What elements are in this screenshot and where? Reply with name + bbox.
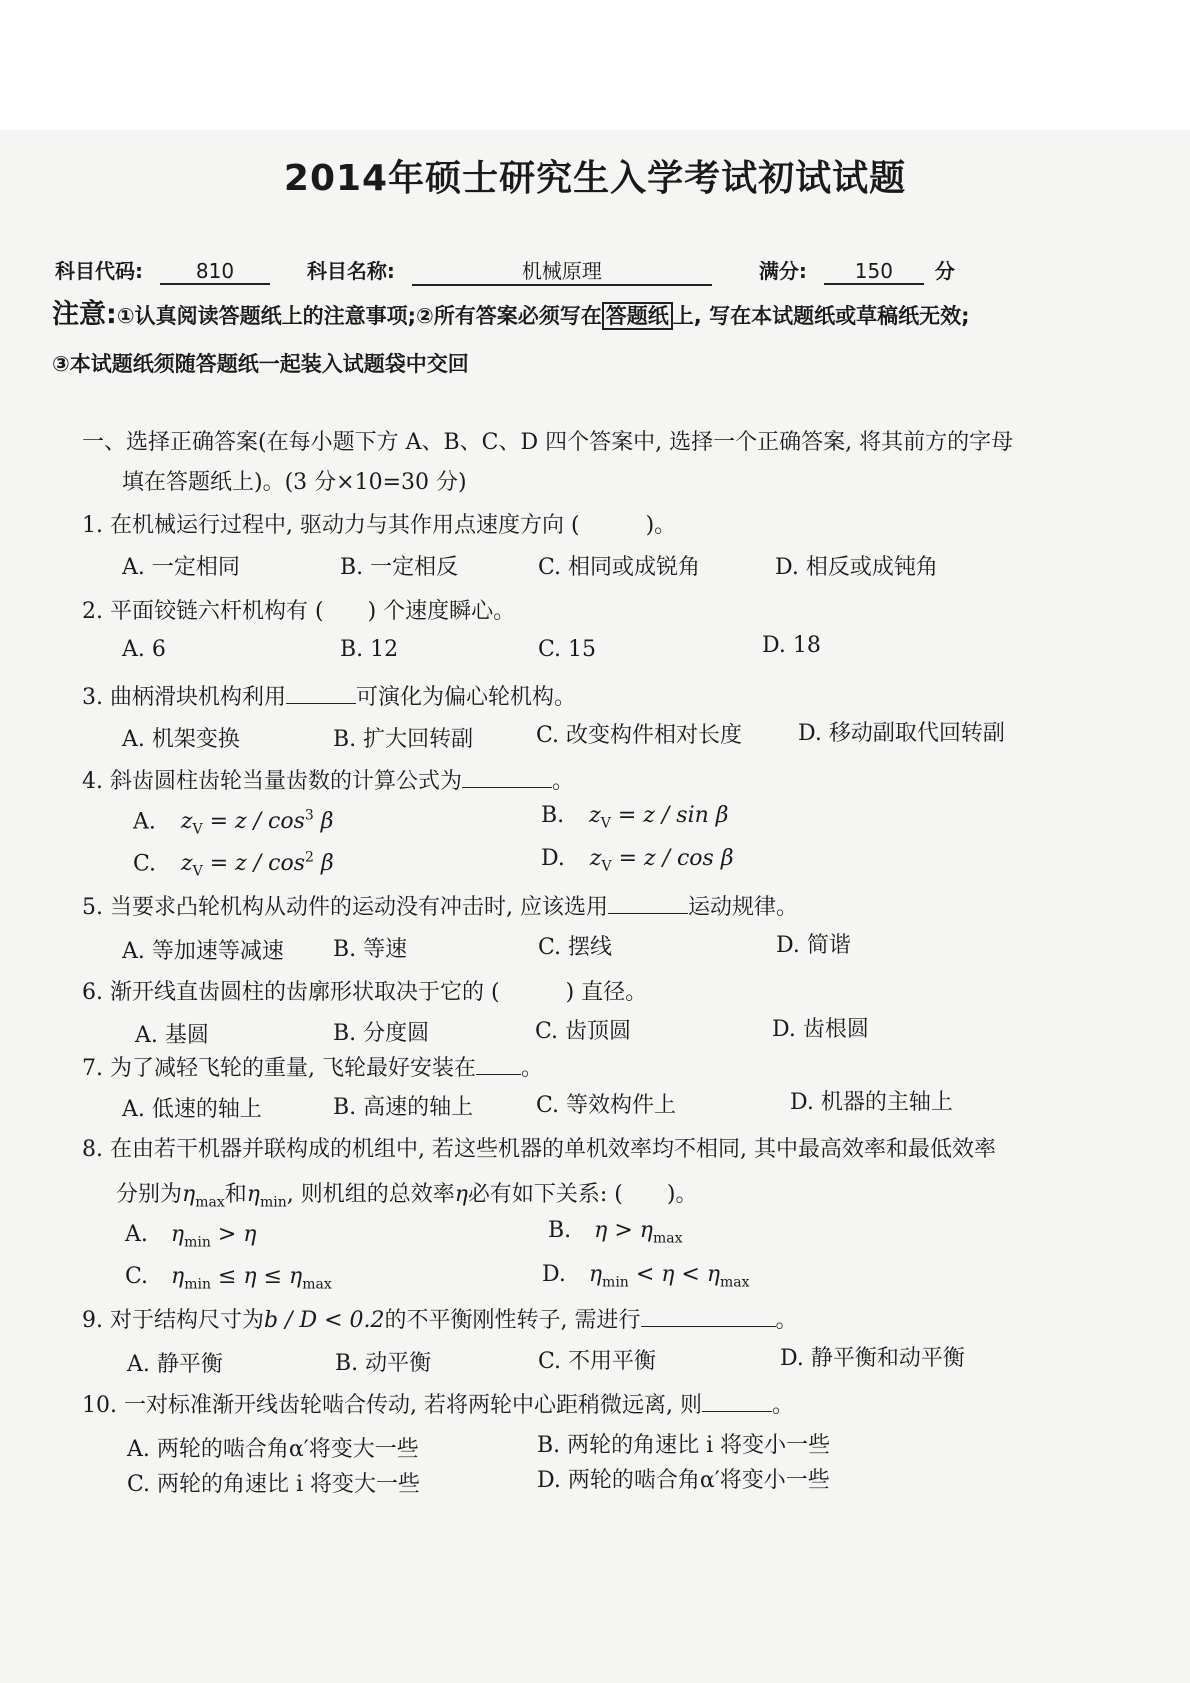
- question-2: [82, 594, 515, 625]
- option-b: B. 一定相反: [340, 555, 459, 580]
- option-letter: C.: [133, 851, 157, 877]
- question-text: 必有如下关系: ( )。: [467, 1182, 698, 1207]
- score-value: 150: [824, 259, 924, 285]
- section-instruction-2: 填在答题纸上)。(3 分×10=30 分): [122, 470, 467, 495]
- question-text-tail: 可演化为偏心轮机构。: [356, 685, 577, 710]
- formula-d: $z_V = z / \cos \beta$: [589, 846, 734, 875]
- option-b: B. 动平衡: [335, 1351, 432, 1376]
- option-d: [542, 1262, 750, 1290]
- option-c: C. 两轮的角速比 i 将变大一些: [127, 1472, 421, 1497]
- option-b: B. 12: [340, 637, 399, 662]
- question-number: 8.: [82, 1137, 103, 1162]
- option-c: C. 等效构件上: [536, 1093, 677, 1118]
- question-number: 7.: [82, 1056, 103, 1081]
- score-unit: 分: [934, 259, 955, 283]
- question-number: 9.: [82, 1308, 103, 1333]
- option-letter: B.: [548, 1218, 572, 1243]
- option-b: B. 扩大回转副: [333, 727, 474, 752]
- question-10: [82, 1388, 794, 1419]
- formula-c: $\eta_{min} \le \eta \le \eta_{max}$: [171, 1264, 332, 1293]
- question-text: 平面铰链六杆机构有 ( ) 个速度瞬心。: [110, 599, 516, 624]
- option-d: D. 齿根圆: [772, 1017, 869, 1042]
- option-c: C. 不用平衡: [538, 1349, 657, 1374]
- ratio-formula: b / D < 0.2: [264, 1308, 385, 1333]
- option-b: B. 两轮的角速比 i 将变小一些: [537, 1433, 831, 1458]
- option-d: D. 机器的主轴上: [790, 1090, 953, 1115]
- question-8: [82, 1132, 996, 1163]
- name-value: 机械原理: [412, 255, 712, 286]
- name-label: 科目名称:: [306, 259, 395, 283]
- option-a: [133, 808, 334, 838]
- answer-blank: [462, 767, 552, 788]
- question-text: 一对标准渐开线齿轮啮合传动, 若将两轮中心距稍微远离, 则: [124, 1393, 702, 1418]
- option-a: A. 基圆: [135, 1023, 209, 1048]
- option-d: D. 移动副取代回转副: [798, 721, 1005, 746]
- option-b: B. 等速: [333, 937, 408, 962]
- section-instruction-1: 一、选择正确答案(在每小题下方 A、B、C、D 四个答案中, 选择一个正确答案, 将其前方的字母: [82, 430, 1014, 455]
- option-letter: D.: [542, 1262, 566, 1287]
- option-letter: A.: [125, 1222, 148, 1247]
- question-text: 分别为: [116, 1182, 183, 1207]
- question-text: 曲柄滑块机构利用: [110, 685, 287, 710]
- answer-sheet-box: 答题纸: [602, 302, 673, 330]
- question-9: [82, 1303, 798, 1334]
- option-a: A. 一定相同: [122, 555, 240, 580]
- option-b: B. 分度圆: [333, 1021, 430, 1046]
- question-number: 5.: [82, 895, 103, 920]
- option-letter: C.: [125, 1264, 149, 1289]
- option-d: D. 简谐: [776, 933, 851, 958]
- subject-meta: [55, 255, 955, 286]
- question-text: 斜齿圆柱齿轮当量齿数的计算公式为: [110, 769, 463, 794]
- score-label: 满分:: [758, 259, 807, 283]
- option-a: A. 低速的轴上: [122, 1097, 262, 1122]
- notice-lead: 注意:: [52, 299, 117, 330]
- option-a: A. 两轮的啮合角α′将变大一些: [127, 1437, 419, 1462]
- option-letter: A.: [133, 809, 156, 835]
- notice-line-1: [52, 292, 969, 331]
- answer-blank: [286, 683, 356, 704]
- question-text: 渐开线直齿圆柱的齿廓形状取决于它的 ( ) 直径。: [110, 980, 648, 1005]
- question-text: 在由若干机器并联构成的机组中, 若这些机器的单机效率均不相同, 其中最高效率和最低效率: [110, 1137, 996, 1162]
- answer-blank: [641, 1306, 776, 1327]
- question-6: [82, 975, 647, 1006]
- option-a: A. 等加速等减速: [122, 939, 284, 964]
- question-number: 4.: [82, 769, 103, 794]
- option-c: [125, 1264, 332, 1292]
- option-b: [548, 1218, 682, 1246]
- option-letter: B.: [541, 803, 565, 828]
- page-title: 2014年硕士研究生入学考试初试试题: [283, 158, 907, 199]
- question-number: 3.: [82, 685, 103, 710]
- question-1: [82, 508, 676, 539]
- answer-blank: [476, 1054, 521, 1075]
- option-b: [541, 803, 729, 831]
- code-label: 科目代码:: [55, 259, 143, 283]
- option-c: [133, 850, 334, 880]
- question-text: 和: [224, 1182, 247, 1207]
- answer-blank: [608, 893, 688, 914]
- question-text-tail: 。: [552, 769, 575, 794]
- question-text: 对于结构尺寸为: [110, 1308, 265, 1333]
- option-c: C. 15: [538, 637, 597, 662]
- question-text: 在机械运行过程中, 驱动力与其作用点速度方向 ( )。: [110, 513, 677, 538]
- notice-text-a: ①认真阅读答题纸上的注意事项;②所有答案必须写在: [116, 304, 602, 328]
- formula-a: $z_V = z / \cos^3 \beta$: [180, 808, 334, 838]
- option-d: [541, 846, 734, 874]
- option-d: D. 相反或成钝角: [775, 555, 938, 580]
- question-number: 10.: [82, 1393, 117, 1418]
- notice-line-2: ③本试题纸须随答题纸一起装入试题袋中交回: [52, 352, 469, 376]
- option-c: C. 改变构件相对长度: [536, 723, 743, 748]
- question-text-tail: 。: [771, 1393, 794, 1418]
- option-a: A. 静平衡: [127, 1352, 223, 1377]
- question-5: [82, 890, 798, 921]
- notice-text-b: 上, 写在本试题纸或草稿纸无效;: [672, 304, 970, 328]
- option-d: D. 静平衡和动平衡: [780, 1346, 965, 1371]
- question-text-tail: 运动规律。: [688, 895, 799, 920]
- option-b: B. 高速的轴上: [333, 1095, 474, 1120]
- option-d: D. 两轮的啮合角α′将变小一些: [537, 1468, 830, 1493]
- question-text: 为了减轻飞轮的重量, 飞轮最好安装在: [110, 1056, 476, 1081]
- question-4: [82, 764, 574, 795]
- formula-c: $z_V = z / \cos^2 \beta$: [181, 850, 334, 880]
- question-text-tail: 。: [775, 1308, 798, 1333]
- formula-b: $\eta > \eta_{max}$: [594, 1218, 683, 1247]
- eta: η: [454, 1182, 468, 1207]
- question-number: 6.: [82, 980, 103, 1005]
- formula-a: $\eta_{min} > \eta$: [170, 1222, 257, 1251]
- eta-max: $\eta_{max}$: [182, 1182, 225, 1211]
- question-3: [82, 680, 576, 711]
- option-c: C. 相同或成锐角: [538, 555, 701, 580]
- question-text: , 则机组的总效率: [286, 1182, 455, 1207]
- code-value: 810: [160, 259, 270, 285]
- eta-min: $\eta_{min}$: [246, 1182, 287, 1211]
- option-a: A. 6: [122, 637, 166, 662]
- answer-blank: [702, 1391, 772, 1412]
- option-c: C. 摆线: [538, 935, 613, 960]
- question-7: [82, 1051, 543, 1082]
- option-a: [125, 1222, 256, 1250]
- formula-d: $\eta_{min} < \eta < \eta_{max}$: [588, 1262, 750, 1291]
- option-d: D. 18: [762, 633, 821, 658]
- question-text-tail: 。: [521, 1056, 544, 1081]
- question-number: 1.: [82, 513, 103, 538]
- question-text: 当要求凸轮机构从动件的运动没有冲击时, 应该选用: [110, 895, 608, 920]
- formula-b: $z_V = z / \sin \beta$: [589, 803, 729, 832]
- question-8-line-2: [116, 1177, 697, 1210]
- option-a: A. 机架变换: [122, 727, 240, 752]
- option-letter: D.: [541, 846, 565, 871]
- question-text: 的不平衡刚性转子, 需进行: [384, 1308, 641, 1333]
- question-number: 2.: [82, 599, 103, 624]
- option-c: C. 齿顶圆: [535, 1019, 632, 1044]
